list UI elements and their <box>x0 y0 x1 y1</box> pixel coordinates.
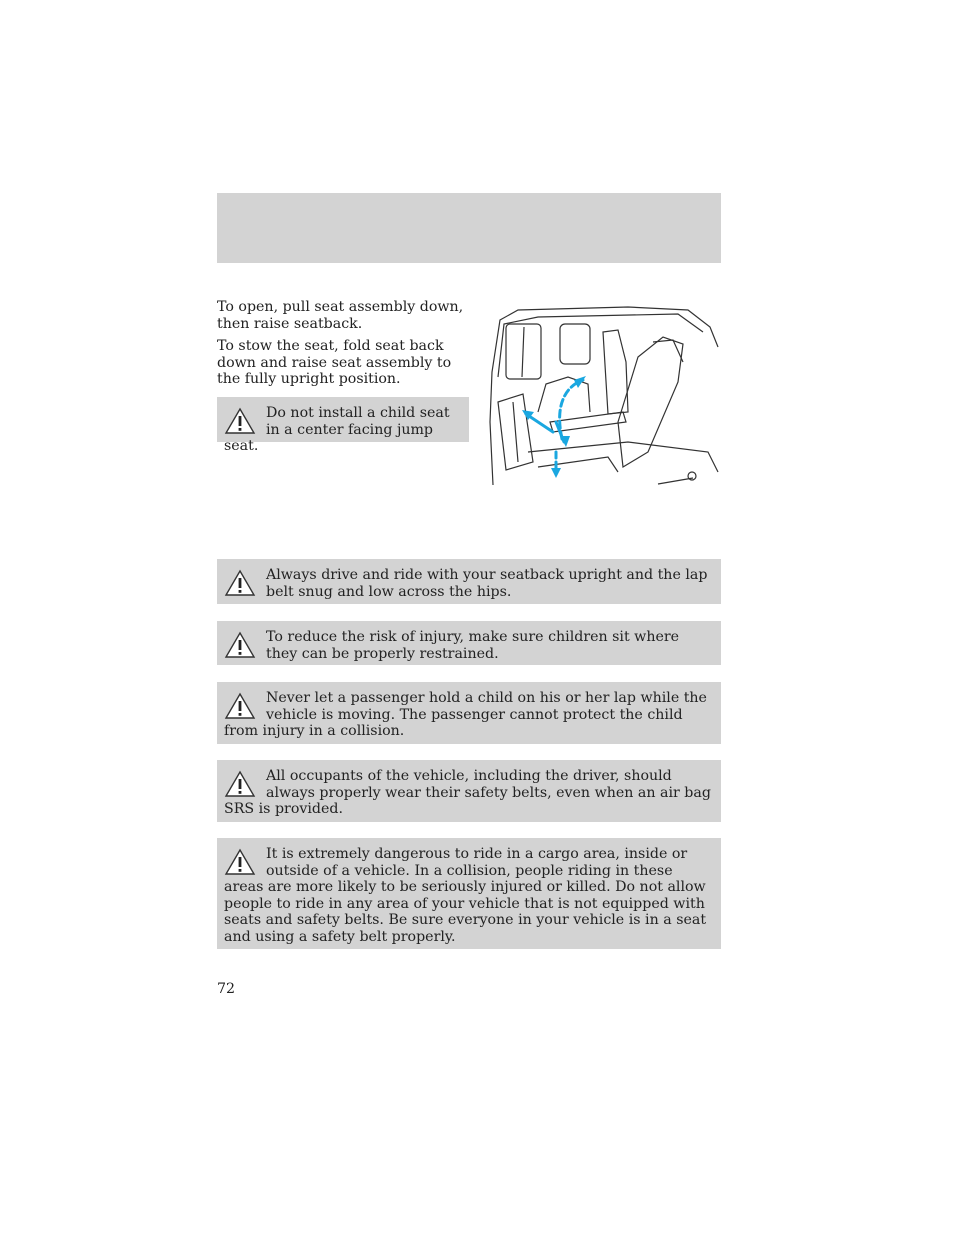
jump-seat-illustration <box>478 302 721 492</box>
warning-triangle-icon <box>224 407 256 435</box>
warning-text: It is extremely dangerous to ride in a cargo area, inside or outside of a vehicle. In a collision, people riding in these areas are more likely to be seriously injured or killed. Do not allow people to ride in any area of your vehicle that is not equipped with seats and safety belts. Be sure everyone in your vehicle is in a seat and using a safety belt properly. <box>224 846 707 945</box>
warning-triangle-icon <box>224 770 256 798</box>
warning-triangle-icon <box>224 848 256 876</box>
warning-triangle-icon <box>224 692 256 720</box>
header-band <box>217 193 721 263</box>
warning-box-seatback <box>217 559 721 604</box>
warning-box-occupants <box>217 760 721 822</box>
warning-triangle-icon <box>224 569 256 597</box>
warning-box-cargo <box>217 838 721 949</box>
warning-triangle-icon <box>224 631 256 659</box>
open-instructions: To open, pull seat assembly down, then raise seatback. <box>217 299 464 332</box>
warning-text: Never let a passenger hold a child on his or her lap while the vehicle is moving. The passenger cannot protect the child from injury in a collision. <box>224 690 707 739</box>
warning-text: To reduce the risk of injury, make sure children sit where they can be properly restrained. <box>266 629 680 662</box>
warning-box-lap <box>217 682 721 744</box>
warning-text: All occupants of the vehicle, including the driver, should always properly wear their safety belts, even when an air bag SRS is provided. <box>224 768 711 817</box>
warning-box-child-seat <box>217 397 469 454</box>
warning-text: Do not install a child seat in a center facing jump seat. <box>224 405 450 454</box>
page-number: 72 <box>217 981 236 997</box>
intro-text <box>217 299 472 394</box>
warning-box-children <box>217 621 721 665</box>
stow-instructions: To stow the seat, fold seat back down and raise seat assembly to the fully upright position. <box>217 338 452 387</box>
warning-text: Always drive and ride with your seatback upright and the lap belt snug and low across the hips. <box>266 567 708 600</box>
